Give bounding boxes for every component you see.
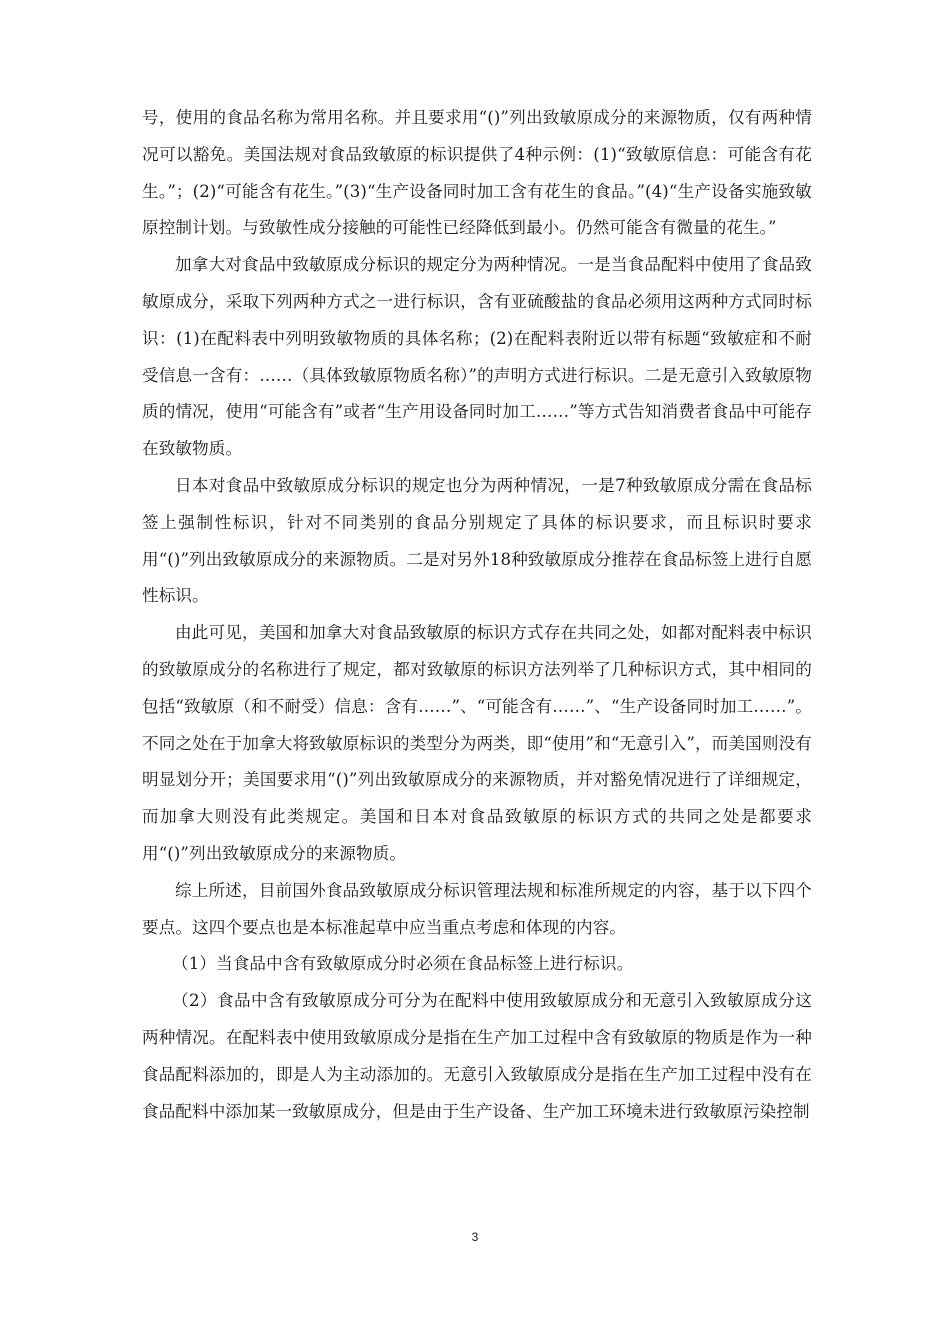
paragraph-summary: 综上所述，目前国外食品致敏原成分标识管理法规和标准所规定的内容，基于以下四个要点。这四个要点也是本标准起草中应当重点考虑和体现的内容。 (142, 880, 812, 937)
paragraph-japan: 日本对食品中致敏原成分标识的规定也分为两种情况，一是7种致敏原成分需在食品标签上强制性标识，针对不同类别的食品分别规定了具体的标识要求，而且标识时要求用“()”列出致敏原成分的来源物质。二是对另外18种致敏原成分推荐在食品标签上进行自愿性标识。 (142, 475, 812, 606)
paragraph-us-continued: 号，使用的食品名称为常用名称。并且要求用“()”列出致敏原成分的来源物质，仅有两种情况可以豁免。美国法规对食品致敏原的标识提供了4种示例：(1)“致敏原信息：可能含有花生。”；(2)“可能含有花生。”(3)“生产设备同时加工含有花生的食品。”(4)“生产设备实施致敏原控制计划。与致敏性成分接触的可能性已经降低到最小。仍然可能含有微量的花生。” (142, 108, 812, 238)
page-number: 3 (471, 1230, 479, 1244)
paragraph-comparison: 由此可见，美国和加拿大对食品致敏原的标识方式存在共同之处，如都对配料表中标识的致敏原成分的名称进行了规定，都对致敏原的标识方法列举了几种标识方式，其中相同的包括“致敏原（和不耐受）信息：含有……”、“可能含有……”、“生产设备同时加工……”。不同之处在于加拿大将致敏原标识的类型分为两类，即“使用”和“无意引入”，而美国则没有明显划分开；美国要求用“()”列出致敏原成分的来源物质，并对豁免情况进行了详细规定，而加拿大则没有此类规定。美国和日本对食品致敏原的标识方式的共同之处是都要求用“()”列出致敏原成分的来源物质。 (142, 623, 812, 863)
list-item-point-1: （1）当食品中含有致敏原成分时必须在食品标签上进行标识。 (172, 954, 634, 974)
paragraph-canada: 加拿大对食品中致敏原成分标识的规定分为两种情况。一是当食品配料中使用了食品致敏原成分，采取下列两种方式之一进行标识，含有亚硫酸盐的食品必须用这两种方式同时标识：(1)在配料表中列明致敏物质的具体名称；(2)在配料表附近以带有标题“致敏症和不耐受信息一含有：……（具体致敏原物质名称）”的声明方式进行标识。二是无意引入致敏原物质的情况，使用“可能含有”或者“生产用设备同时加工……”等方式告知消费者食品中可能存在致敏物质。 (142, 255, 812, 459)
list-item-point-2: （2）食品中含有致敏原成分可分为在配料中使用致敏原成分和无意引入致敏原成分这两种情况。在配料表中使用致敏原成分是指在生产加工过程中含有致敏原的物质是作为一种食品配料添加的，即是人为主动添加的。无意引入致敏原成分是指在生产加工过程中没有在食品配料中添加某一致敏原成分，但是由于生产设备、生产加工环境未进行致敏原污染控制 (142, 991, 812, 1121)
document-body (142, 100, 812, 1130)
